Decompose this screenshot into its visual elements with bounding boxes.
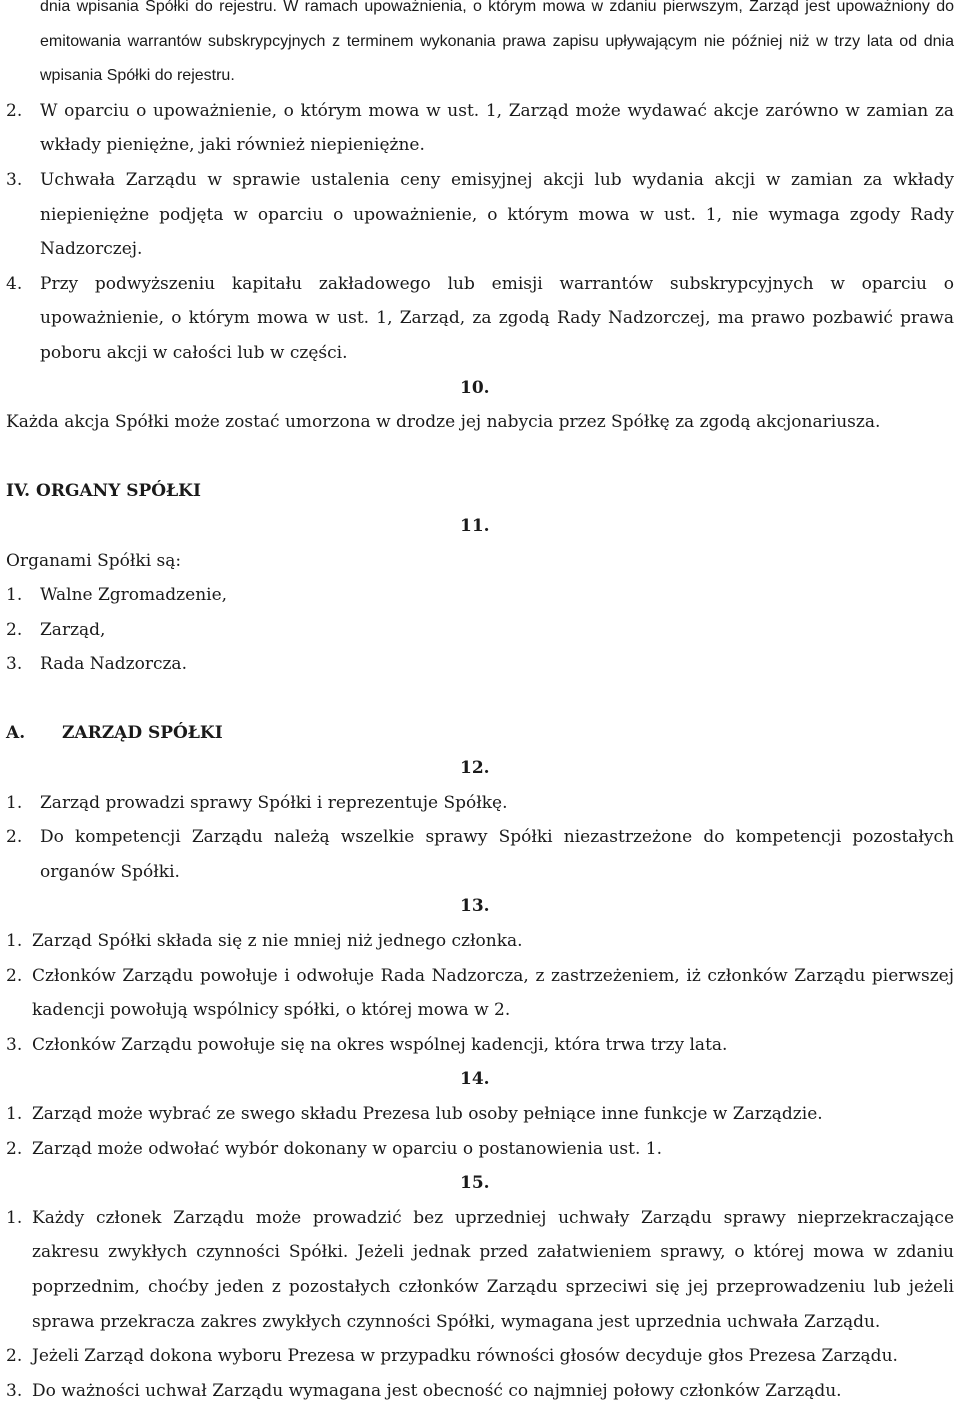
item-text: Członków Zarządu powołuje i odwołuje Rada Nadzorcza, z zastrzeżeniem, iż członków Zarządu pierwszej kadencji powołują wspólnicy spółki, o której mowa w 2. (32, 965, 954, 1021)
list-item (0, 613, 960, 648)
item-number: 2. (6, 619, 23, 640)
list-item (0, 1028, 960, 1063)
list-item (0, 163, 960, 267)
section-heading-a (0, 716, 960, 751)
item-text: Walne Zgromadzenie, (40, 585, 228, 606)
list-item (0, 1132, 960, 1167)
item-number: 1. (6, 1207, 23, 1228)
paragraph-number-12: 12. (460, 758, 490, 779)
list-item (0, 267, 960, 371)
paragraph-number-13: 13. (460, 896, 490, 917)
list-item (0, 924, 960, 959)
item-text: Uchwała Zarządu w sprawie ustalenia ceny emisyjnej akcji lub wydania akcji w zamian za wkłady niepieniężne podjęta w oparciu o upoważnienie, o którym mowa w ust. 1, nie wymaga zgody Rady Nadzorczej. (40, 169, 954, 260)
item-text: W oparciu o upoważnienie, o którym mowa w ust. 1, Zarząd może wydawać akcje zarówno w zamian za wkłady pieniężne, jaki również niepieniężne. (40, 100, 954, 156)
list-item (0, 786, 960, 821)
list-item (0, 94, 960, 163)
list-item (0, 959, 960, 1028)
item-text: Jeżeli Zarząd dokona wyboru Prezesa w przypadku równości głosów decyduje głos Prezesa Zarządu. (32, 1346, 898, 1367)
paragraph-number-10: 10. (460, 377, 490, 398)
list-item (0, 1201, 960, 1339)
item-number: 3. (6, 169, 23, 190)
item-number: 2. (6, 1346, 23, 1367)
item-text: Zarząd Spółki składa się z nie mniej niż jednego członka. (32, 931, 523, 952)
paragraph-number-15: 15. (460, 1173, 490, 1194)
item-text: Rada Nadzorcza. (40, 654, 187, 675)
section-heading-iv: IV. ORGANY SPÓŁKI (6, 481, 201, 502)
paragraph-10-text: Każda akcja Spółki może zostać umorzona w drodze jej nabycia przez Spółkę za zgodą akcjonariusza. (6, 412, 881, 433)
item-text: Zarząd może wybrać ze swego składu Prezesa lub osoby pełniące inne funkcje w Zarządzie. (32, 1104, 823, 1124)
item-number: 2. (6, 827, 23, 848)
section-title: ZARZĄD SPÓŁKI (62, 723, 223, 744)
item-number: 1. (6, 931, 23, 952)
list-item (0, 1374, 960, 1409)
item-text: Każdy członek Zarządu może prowadzić bez uprzedniej uchwały Zarządu sprawy nieprzekraczające zakresu zwykłych czynności Spółki. Jeżeli jednak przed załatwieniem sprawy, o której mowa w zdaniu poprzednim, choćby jeden z pozostałych członków Zarządu sprzeciwi się jej przeprowadzeniu lub jeżeli sprawa przekracza zakres zwykłych czynności Spółki, wymagana jest uprzednia uchwała Zarządu. (32, 1207, 954, 1332)
item-text: Zarząd, (40, 619, 106, 640)
item-number: 1. (6, 792, 23, 813)
item-number: 1. (6, 1104, 23, 1124)
paragraph-number-11: 11. (460, 515, 490, 536)
item-text: Członków Zarządu powołuje się na okres wspólnej kadencji, która trwa trzy lata. (32, 1034, 728, 1055)
item-number: 3. (6, 1380, 23, 1401)
list-item (0, 647, 960, 682)
section-letter: A. (6, 723, 26, 744)
item-number: 3. (6, 654, 23, 675)
paragraph-number-14: 14. (460, 1069, 490, 1090)
list-item (0, 1097, 960, 1132)
item-number: 2. (6, 965, 23, 986)
list-item (0, 820, 960, 889)
item-text: Do ważności uchwał Zarządu wymagana jest obecność co najmniej połowy członków Zarządu. (32, 1380, 842, 1401)
item-number: 1. (6, 585, 23, 606)
item-text: Do kompetencji Zarządu należą wszelkie sprawy Spółki niezastrzeżone do kompetencji pozostałych organów Spółki. (40, 827, 954, 882)
list-item (0, 1339, 960, 1374)
item-number: 2. (6, 100, 23, 121)
organs-intro: Organami Spółki są: (6, 550, 182, 571)
item-number: 2. (6, 1138, 23, 1159)
intro-paragraph: dnia wpisania Spółki do rejestru. W ramach upoważnienia, o którym mowa w zdaniu pierwszym, Zarząd jest upoważniony do emitowania warrantów subskrypcyjnych z terminem wykonania prawa zapisu upływającym nie później niż w trzy lata od dnia wpisania Spółki do rejestru. (40, 0, 954, 85)
item-number: 3. (6, 1034, 23, 1055)
item-text: Zarząd prowadzi sprawy Spółki i reprezentuje Spółkę. (40, 792, 508, 813)
list-item (0, 578, 960, 613)
item-number: 4. (6, 273, 23, 294)
item-text: Przy podwyższeniu kapitału zakładowego lub emisji warrantów subskrypcyjnych w oparciu o upoważnienie, o którym mowa w ust. 1, Zarząd, za zgodą Rady Nadzorczej, ma prawo pozbawić prawa poboru akcji w całości lub w części. (40, 273, 954, 363)
item-text: Zarząd może odwołać wybór dokonany w oparciu o postanowienia ust. 1. (32, 1138, 662, 1159)
